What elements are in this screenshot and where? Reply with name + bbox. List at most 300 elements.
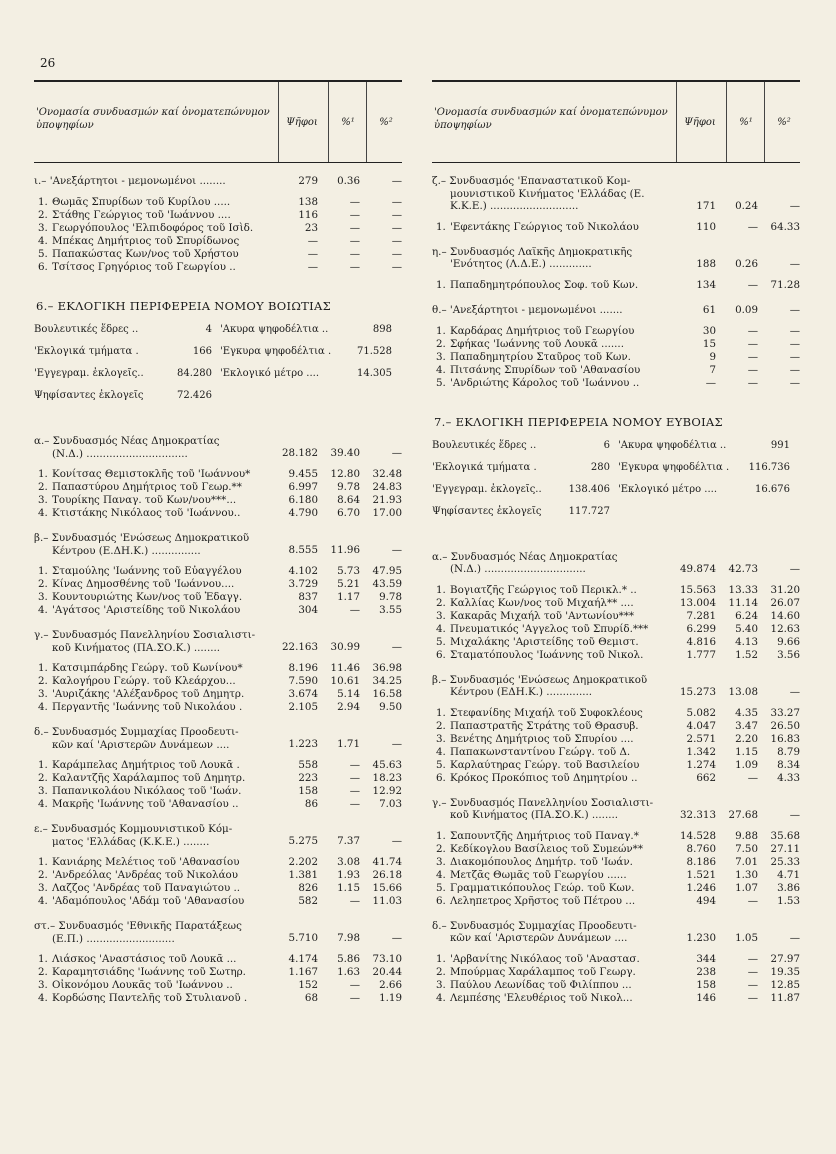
party-name-line: 'Ενότητος (Λ.Δ.Ε.) ............. [450, 258, 592, 270]
candidate-name: 3. Διακομόπουλος Δημήτρ. τοῦ 'Ιωάν. [436, 855, 633, 868]
candidate-row [34, 591, 402, 604]
candidate-number: 4. [436, 622, 446, 635]
pct2-cell: 11.87 [770, 991, 800, 1004]
pct2-cell: — [391, 248, 402, 260]
candidate-number: 1. [436, 220, 446, 233]
votes-cell: 8.555 [288, 544, 318, 556]
candidate-name: 3. Κακαρᾶς Μιχαήλ τοῦ 'Αντωνίου*** [436, 609, 635, 622]
candidate-number: 4. [436, 363, 446, 376]
candidate-row [432, 325, 800, 338]
pct1-cell: — [349, 209, 360, 221]
pct2-cell: 2.66 [379, 979, 402, 991]
votes-cell: 1.274 [686, 758, 716, 771]
votes-cell: 68 [304, 992, 318, 1004]
stat-value: 71.528 [357, 346, 392, 357]
header-divider [328, 82, 329, 162]
party-name: ε.– Συνδυασμός Κομμουνιστικοῦ Κόμ- ματος 'Ελλάδας (Κ.Κ.Ε.) ........ [34, 823, 279, 848]
right-column [432, 80, 800, 1005]
candidate-row [34, 222, 402, 235]
pct1-cell: 11.14 [728, 596, 758, 609]
party-row [432, 674, 800, 699]
votes-cell: 152 [298, 979, 318, 991]
candidate-row [34, 494, 402, 507]
candidate-name: 2. Καλλίας Κων/νος τοῦ Μιχαήλ** .... [436, 596, 634, 609]
pct1-cell: — [349, 772, 360, 784]
spacer [432, 271, 800, 279]
candidate-row [432, 856, 800, 869]
stat-row [432, 461, 800, 483]
party-name-line: κῶν καί 'Αριστερῶν Δυνάμεων .... [52, 738, 230, 751]
candidate-name: 1. Λιάσκος 'Αναστάσιος τοῦ Λουκᾶ ... [38, 953, 237, 965]
candidate-name: 3. Οἰκονόμου Λουκᾶς τοῦ 'Ιωάννου .. [38, 979, 233, 991]
pct1-cell: — [747, 278, 758, 291]
party-row [34, 629, 402, 654]
header-pct2: %² [777, 117, 791, 128]
pct2-cell: 36.98 [372, 662, 402, 674]
party-name-line: ματος 'Ελλάδας (Κ.Κ.Ε.) ........ [52, 835, 210, 848]
candidate-name: 1. Κονίτσας Θεμιστοκλῆς τοῦ 'Ιωάννου* [38, 468, 251, 480]
votes-cell: 304 [298, 604, 318, 616]
pct2-cell: — [391, 196, 402, 208]
votes-cell: 5.082 [686, 706, 716, 719]
party-name: β.– Συνδυασμός 'Ενώσεως Δημοκρατικοῦ Κέντρου (Ε.ΔΗ.Κ.) ............... [34, 532, 279, 557]
pct1-cell: 1.52 [735, 648, 758, 661]
pct2-cell: 12.92 [372, 785, 402, 797]
votes-cell: 8.196 [288, 662, 318, 674]
party-row [432, 246, 800, 271]
pct2-cell: — [789, 324, 800, 337]
stat-row [432, 483, 800, 505]
pct1-cell: 1.09 [735, 758, 758, 771]
candidate-row [432, 759, 800, 772]
candidate-number: 4. [38, 604, 48, 616]
party-row [432, 797, 800, 822]
pct1-cell: 0.36 [337, 175, 360, 187]
candidate-name: 2. Καραμητσιάδης 'Ιωάννης τοῦ Σωτηρ. [38, 966, 246, 978]
pct1-cell: 1.93 [337, 869, 360, 881]
pct2-cell: 24.83 [372, 481, 402, 493]
candidate-row [432, 720, 800, 733]
pct1-cell: 6.70 [337, 507, 360, 519]
candidate-number: 3. [38, 882, 48, 894]
candidate-number: 5. [38, 248, 48, 260]
pct1-cell: 4.35 [735, 706, 758, 719]
votes-cell: 3.729 [288, 578, 318, 590]
stat-label: 'Εγγεγραμ. ἐκλογεῖς.. [34, 368, 144, 379]
party-row [34, 435, 402, 460]
pct2-cell: 8.79 [777, 745, 800, 758]
header-pct1: %¹ [739, 117, 753, 128]
pct1-cell: 39.40 [330, 447, 360, 459]
candidate-row [432, 772, 800, 785]
party-name: β.– Συνδυασμός 'Ενώσεως Δημοκρατικοῦ Κέντρου (ΕΔΗ.Κ.) .............. [432, 674, 677, 699]
candidate-number: 2. [38, 966, 48, 978]
candidate-name: 3. Κουντουριώτης Κων/νος τοῦ Ἑδαγγ. [38, 591, 243, 603]
candidate-row [432, 746, 800, 759]
candidate-number: 1. [38, 856, 48, 868]
pct2-cell: 14.60 [770, 609, 800, 622]
pct2-cell: 7.03 [379, 798, 402, 810]
pct1-cell: 1.17 [337, 591, 360, 603]
candidate-row [432, 869, 800, 882]
votes-cell: 279 [298, 175, 318, 187]
candidate-number: 2. [38, 675, 48, 687]
votes-cell: — [705, 376, 716, 389]
pct2-cell: 27.97 [770, 952, 800, 965]
votes-cell: 7.590 [288, 675, 318, 687]
spacer [34, 557, 402, 565]
candidate-row [34, 261, 402, 274]
party-name-line: Κέντρου (ΕΔΗ.Κ.) .............. [450, 686, 593, 698]
pct2-cell: 43.59 [372, 578, 402, 590]
votes-cell: 837 [298, 591, 318, 603]
pct2-cell: — [789, 363, 800, 376]
pct1-cell: 3.47 [735, 719, 758, 732]
header-divider [764, 82, 765, 162]
votes-cell: 61 [702, 303, 716, 316]
spacer [34, 654, 402, 662]
candidate-name: 3. Παπαδημητρίου Σταῦρος τοῦ Κων. [436, 350, 631, 363]
candidate-number: 1. [436, 324, 446, 337]
candidate-name: 1. Σαπουντζῆς Δημήτριος τοῦ Παναγ.* [436, 829, 639, 842]
spacer [34, 945, 402, 953]
votes-cell: 662 [696, 771, 716, 784]
candidate-number: 5. [436, 758, 446, 771]
pct2-cell: 4.33 [777, 771, 800, 784]
pct1-cell: — [349, 222, 360, 234]
pct2-cell: 73.10 [372, 953, 402, 965]
candidate-name: 2. Παπαστύρου Δημήτριος τοῦ Γεωρ.** [38, 481, 242, 493]
pct1-cell: — [349, 196, 360, 208]
candidate-name: 5. 'Ανδριώτης Κάρολος τοῦ 'Ιωάννου .. [436, 376, 640, 389]
pct2-cell: — [391, 835, 402, 847]
pct2-cell: — [789, 199, 800, 212]
stat-value: 84.280 [177, 368, 212, 379]
pct1-cell: — [349, 261, 360, 273]
pct1-cell: 6.24 [735, 609, 758, 622]
pct2-cell: 16.58 [372, 688, 402, 700]
pct2-cell: — [391, 544, 402, 556]
votes-cell: 1.223 [288, 738, 318, 750]
candidate-name: 3. Βενέτης Δημήτριος τοῦ Σπυρίου .... [436, 732, 634, 745]
pct1-cell: 5.40 [735, 622, 758, 635]
stat-label: Βουλευτικές ἕδρες .. [432, 439, 537, 451]
votes-cell: 1.777 [686, 648, 716, 661]
stat-row [34, 345, 402, 367]
candidate-name: 1. Παπαδημητρόπουλος Σοφ. τοῦ Κων. [436, 278, 639, 291]
pct1-cell: 3.08 [337, 856, 360, 868]
candidate-name: 4. Κτιστάκης Νικόλαος τοῦ 'Ιωάννου.. [38, 507, 241, 519]
stat-label: 'Εκλογικά τμήματα . [34, 346, 139, 357]
pct2-cell: — [391, 447, 402, 459]
pct1-cell: — [349, 992, 360, 1004]
candidate-number: 2. [38, 578, 48, 590]
candidate-name: 2. Κεδίκογλου Βασίλειος τοῦ Συμεών** [436, 842, 643, 855]
party-name-line: Κέντρου (Ε.ΔΗ.Κ.) ............... [52, 544, 201, 557]
left-column [34, 80, 402, 1005]
candidate-row [432, 351, 800, 364]
header-name: 'Ονομασία συνδυασμών καί ὀνοματεπώνυμον ὑποψηφίων [434, 107, 668, 131]
stat-value: 280 [590, 461, 610, 473]
candidate-name: 2. 'Ανδρεόλας 'Ανδρέας τοῦ Νικολάου [38, 869, 238, 881]
candidate-row [34, 481, 402, 494]
pct2-cell: 9.66 [777, 635, 800, 648]
stat-row [432, 439, 800, 461]
stat-value: 72.426 [177, 390, 212, 401]
candidate-number: 6. [436, 648, 446, 661]
pct1-cell: 5.86 [337, 953, 360, 965]
candidate-row [432, 895, 800, 908]
votes-cell: 1.381 [288, 869, 318, 881]
party-row [432, 175, 800, 213]
candidate-name: 4. Περγαντῆς 'Ιωάννης τοῦ Νικολάου . [38, 701, 243, 713]
votes-cell: 344 [696, 952, 716, 965]
candidate-row [34, 772, 402, 785]
pct2-cell: 64.33 [770, 220, 800, 233]
candidate-row [34, 235, 402, 248]
candidate-number: 1. [38, 759, 48, 771]
pct2-cell: 3.55 [379, 604, 402, 616]
candidate-row [432, 338, 800, 351]
pct2-cell: 12.63 [770, 622, 800, 635]
independents-row [34, 175, 402, 188]
pct2-cell: 18.23 [372, 772, 402, 784]
candidate-row [432, 610, 800, 623]
party-name-line: (Ν.Δ.) ............................... [52, 447, 188, 460]
candidate-row [432, 979, 800, 992]
candidate-number: 5. [436, 635, 446, 648]
header-votes: Ψῆφοι [684, 117, 716, 128]
votes-cell: 30 [702, 324, 716, 337]
pct1-cell: 7.01 [735, 855, 758, 868]
candidate-name: 3. 'Αυριζάκης 'Αλέξανδρος τοῦ Δημητρ. [38, 688, 245, 700]
stat-label: 'Εγγεγραμ. ἐκλογεῖς.. [432, 483, 542, 495]
votes-cell: 9.455 [288, 468, 318, 480]
candidate-row [34, 882, 402, 895]
stat-label: Ψηφίσαντες ἐκλογεῖς [432, 505, 542, 517]
pct1-cell: 7.50 [735, 842, 758, 855]
pct1-cell: 0.24 [735, 199, 758, 212]
votes-cell: 4.102 [288, 565, 318, 577]
pct1-cell: 5.14 [337, 688, 360, 700]
pct2-cell: 9.50 [379, 701, 402, 713]
candidate-name: 2. Παπαστρατῆς Στράτης τοῦ Θρασυβ. [436, 719, 639, 732]
pct2-cell: 26.50 [770, 719, 800, 732]
party-name: γ.– Συνδυασμός Πανελληνίου Σοσιαλιστι- κοῦ Κινήματος (ΠΑ.ΣΟ.Κ.) ........ [34, 629, 279, 654]
candidate-number: 3. [38, 785, 48, 797]
candidate-number: 5. [436, 376, 446, 389]
votes-cell: 238 [696, 965, 716, 978]
candidate-row [34, 895, 402, 908]
votes-cell: — [307, 261, 318, 273]
candidate-number: 2. [436, 596, 446, 609]
candidate-name: 6. Σταματόπουλος 'Ιωάννης τοῦ Νικολ. [436, 648, 644, 661]
pct2-cell: — [789, 350, 800, 363]
votes-cell: 4.790 [288, 507, 318, 519]
candidate-number: 5. [436, 881, 446, 894]
pct1-cell: 5.21 [337, 578, 360, 590]
district-title: 7.– ΕΚΛΟΓΙΚΗ ΠΕΡΙΦΕΡΕΙΑ ΝΟΜΟΥ ΕΥΒΟΙΑΣ [434, 414, 723, 429]
party-name-line: κοῦ Κινήματος (ΠΑ.ΣΟ.Κ.) ........ [450, 809, 619, 821]
votes-cell: 23 [304, 222, 318, 234]
party-name-line: μουνιστικοῦ Κινήματος 'Ελλάδας (Ε. [450, 187, 645, 200]
candidate-name: 1. Καράμπελας Δημήτριος τοῦ Λουκᾶ . [38, 759, 240, 771]
header-pct2: %² [379, 117, 393, 128]
pct1-cell: 1.63 [337, 966, 360, 978]
candidate-number: 6. [436, 894, 446, 907]
candidate-row [432, 636, 800, 649]
candidate-row [432, 843, 800, 856]
pct1-cell: — [747, 991, 758, 1004]
candidate-name: 2. Καλογήρου Γεώργ. τοῦ Κλεάρχου... [38, 675, 236, 687]
candidate-row [34, 565, 402, 578]
stat-label: Βουλευτικές ἕδρες .. [34, 324, 139, 335]
candidate-name: 4. Κορδώσης Παντελῆς τοῦ Στυλιανοῦ . [38, 992, 248, 1004]
pct2-cell: — [789, 376, 800, 389]
pct1-cell: 13.33 [728, 583, 758, 596]
header-name: 'Ονομασία συνδυασμών καί ὀνοματεπώνυμον ὑποψηφίων [36, 107, 270, 131]
candidate-name: 5. Καρλαύτηρας Γεώργ. τοῦ Βασιλείου [436, 758, 640, 771]
pct1-cell: — [747, 220, 758, 233]
stat-label: 'Εκλογικό μέτρο .... [618, 483, 718, 495]
spacer [34, 274, 402, 282]
votes-cell: 188 [696, 257, 716, 270]
pct1-cell: 0.09 [735, 303, 758, 316]
pct1-cell: 27.68 [728, 808, 758, 821]
pct2-cell: 17.00 [372, 507, 402, 519]
candidate-row [432, 623, 800, 636]
stat-value: 16.676 [755, 483, 790, 495]
left-table-body [34, 175, 402, 1005]
pct1-cell: 30.99 [330, 641, 360, 653]
votes-cell: 8.186 [686, 855, 716, 868]
candidate-number: 3. [38, 591, 48, 603]
pct1-cell: — [747, 771, 758, 784]
candidate-row [34, 688, 402, 701]
party-name: δ.– Συνδυασμός Συμμαχίας Προοδευτι- κῶν καί 'Αριστερῶν Δυνάμεων .... [34, 726, 279, 751]
candidate-name: 1. 'Εφεντάκης Γεώργιος τοῦ Νικολάου [436, 220, 639, 233]
pct1-cell: 2.94 [337, 701, 360, 713]
candidate-row [432, 953, 800, 966]
candidate-name: 2. Καλαντζῆς Χαράλαμπος τοῦ Δημητρ. [38, 772, 246, 784]
votes-cell: 3.674 [288, 688, 318, 700]
pct2-cell: — [789, 931, 800, 944]
votes-cell: 9 [709, 350, 716, 363]
votes-cell: 146 [696, 991, 716, 1004]
candidate-row [34, 785, 402, 798]
candidate-row [34, 604, 402, 617]
pct2-cell: 33.27 [770, 706, 800, 719]
votes-cell: 4.816 [686, 635, 716, 648]
stat-value: 138.406 [568, 483, 610, 495]
votes-cell: 494 [696, 894, 716, 907]
pct1-cell: — [349, 248, 360, 260]
votes-cell: 1.167 [288, 966, 318, 978]
stat-value: 116.736 [748, 461, 790, 473]
candidate-name: 2. Κίνας Δημοσθένης τοῦ 'Ιωάννου.... [38, 578, 235, 590]
votes-cell: 826 [298, 882, 318, 894]
pct2-cell: 12.85 [770, 978, 800, 991]
party-row [432, 920, 800, 945]
header-pct1: %¹ [341, 117, 355, 128]
candidate-row [34, 966, 402, 979]
pct1-cell: 12.80 [330, 468, 360, 480]
candidate-name: 5. Γραμματικόπουλος Γεώρ. τοῦ Κων. [436, 881, 635, 894]
pct2-cell: — [789, 257, 800, 270]
candidate-number: 3. [436, 350, 446, 363]
candidate-row [432, 377, 800, 390]
pct2-cell: 32.48 [372, 468, 402, 480]
votes-cell: 86 [304, 798, 318, 810]
candidate-name: 4. 'Αδαμόπουλος 'Αδάμ τοῦ 'Αθανασίου [38, 895, 245, 907]
candidate-row [34, 701, 402, 714]
party-name-line: Κ.Κ.Ε.) ........................... [450, 200, 579, 212]
stat-label: 'Ακυρα ψηφοδέλτια .. [220, 324, 329, 335]
stat-label: 'Εκλογικό μέτρο .... [220, 368, 320, 379]
pct2-cell: 16.83 [770, 732, 800, 745]
pct1-cell: 10.61 [330, 675, 360, 687]
votes-cell: 1.246 [686, 881, 716, 894]
votes-cell: 8.760 [686, 842, 716, 855]
votes-cell: 2.202 [288, 856, 318, 868]
pct1-cell: 42.73 [728, 562, 758, 575]
votes-cell: 15 [702, 337, 716, 350]
candidate-row [34, 468, 402, 481]
stat-label: 'Ακυρα ψηφοδέλτια .. [618, 439, 727, 451]
candidate-number: 2. [436, 965, 446, 978]
candidate-name: 1. Στεφανίδης Μιχαήλ τοῦ Συφοκλέους [436, 706, 643, 719]
pct2-cell: — [789, 562, 800, 575]
pct1-cell: 11.46 [330, 662, 360, 674]
pct2-cell: 26.18 [372, 869, 402, 881]
candidate-number: 3. [436, 732, 446, 745]
party-name-line: κῶν καί 'Αριστερῶν Δυνάμεων .... [450, 932, 628, 944]
candidate-number: 1. [436, 278, 446, 291]
pct2-cell: 71.28 [770, 278, 800, 291]
votes-cell: 7.281 [686, 609, 716, 622]
candidate-row [34, 869, 402, 882]
votes-cell: 5.710 [288, 932, 318, 944]
candidate-number: 3. [38, 979, 48, 991]
candidate-name: 3. Παπανικολάου Νικόλαος τοῦ 'Ιωάν. [38, 785, 242, 797]
pct1-cell: 5.73 [337, 565, 360, 577]
pct2-cell: — [789, 685, 800, 698]
votes-cell: 15.563 [679, 583, 716, 596]
party-name: ι.– 'Ανεξάρτητοι - μεμονωμένοι ........ [34, 175, 226, 187]
party-row [432, 551, 800, 576]
pct1-cell: — [747, 350, 758, 363]
votes-cell: 7 [709, 363, 716, 376]
pct1-cell: — [349, 785, 360, 797]
spacer [432, 822, 800, 830]
pct2-cell: 3.56 [777, 648, 800, 661]
pct1-cell: — [349, 604, 360, 616]
pct2-cell: 15.66 [372, 882, 402, 894]
votes-cell: 6.180 [288, 494, 318, 506]
candidate-name: 2. Σφήκας 'Ιωάννης τοῦ Λουκᾶ ....... [436, 337, 624, 350]
candidate-row [34, 196, 402, 209]
candidate-number: 1. [436, 583, 446, 596]
pct2-cell: — [391, 175, 402, 187]
candidate-name: 6. Τσίτσος Γρηγόριος τοῦ Γεωργίου .. [38, 261, 236, 273]
candidate-name: 1. Καρδάρας Δημήτριος τοῦ Γεωργίου [436, 324, 635, 337]
party-name-line: (Ε.Π.) ........................... [52, 932, 175, 945]
candidate-number: 2. [38, 481, 48, 493]
header-divider [726, 82, 727, 162]
party-name: α.– Συνδυασμός Νέας Δημοκρατίας (Ν.Δ.) ............................... [34, 435, 279, 460]
pct2-cell: — [789, 808, 800, 821]
district-title: 6.– ΕΚΛΟΓΙΚΗ ΠΕΡΙΦΕΡΕΙΑ ΝΟΜΟΥ ΒΟΙΩΤΙΑΣ [36, 299, 332, 313]
